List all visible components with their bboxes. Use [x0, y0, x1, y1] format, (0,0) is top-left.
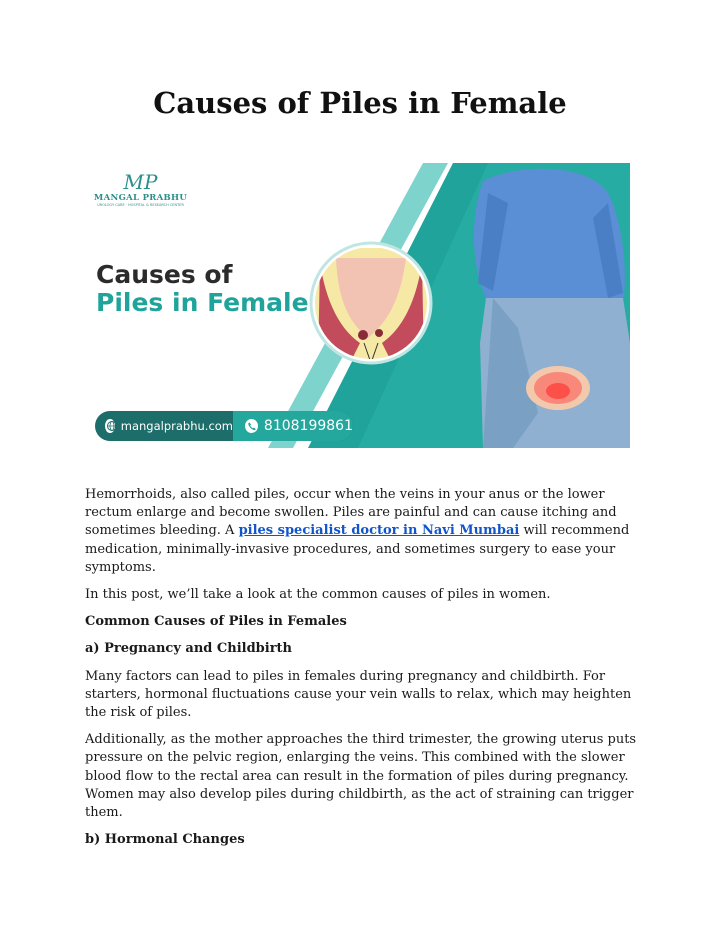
banner-heading [96, 261, 309, 317]
phone-icon [245, 419, 258, 433]
mangal-prabhu-logo [93, 171, 188, 208]
post-intro-paragraph: In this post, we’ll take a look at the common causes of piles in women. [85, 587, 551, 603]
phone-link[interactable] [233, 411, 353, 441]
anatomy-circle-illustration [311, 243, 433, 363]
logo-tagline: UROLOGY CARE · HOSPITAL & RESEARCH CENTER [97, 203, 184, 207]
article-body [85, 486, 637, 858]
intro-paragraph [85, 486, 637, 577]
banner-heading-line1: Causes of [96, 260, 233, 289]
hero-banner [88, 163, 630, 448]
website-link[interactable] [95, 411, 233, 441]
subheading-hormonal: b) Hormonal Changes [85, 832, 245, 848]
contact-pill [95, 411, 353, 441]
globe-icon [105, 419, 115, 433]
intro-text-2: will recommend medication, minimally-invasive procedures, and sometimes surgery to ease your symptoms. [85, 523, 630, 575]
intro-text-1: Hemorrhoids, also called piles, occur when the veins in your anus or the lower rectum enlarge and become swollen. Piles are painful and can cause itching and sometimes bleeding. A [85, 487, 617, 539]
subheading-pregnancy: a) Pregnancy and Childbirth [85, 641, 292, 657]
page-title: Causes of Piles in Female [153, 86, 567, 120]
phone-text: 8108199861 [263, 418, 353, 434]
website-text: mangalprabhu.com [120, 419, 233, 433]
banner-heading-line2: Piles in Female [96, 288, 309, 317]
woman-figure-illustration [474, 169, 630, 448]
logo-monogram: MP [123, 170, 158, 194]
piles-specialist-link[interactable]: piles specialist doctor in Navi Mumbai [238, 523, 520, 539]
pregnancy-paragraph-2: Additionally, as the mother approaches the third trimester, the growing uterus puts pressure on the pelvic region, enlarging the veins. This combined with the slower blood flow to the rectal area can result in the formation of piles during pregnancy. Women may also develop piles during childbirth, as the act of straining can trigger them. [85, 732, 637, 821]
pregnancy-paragraph-1: Many factors can lead to piles in females during pregnancy and childbirth. For starters, hormonal fluctuations cause your vein walls to relax, which may heighten the risk of piles. [85, 668, 632, 721]
logo-name: MANGAL PRABHU [93, 193, 188, 203]
section-heading: Common Causes of Piles in Females [85, 614, 347, 630]
